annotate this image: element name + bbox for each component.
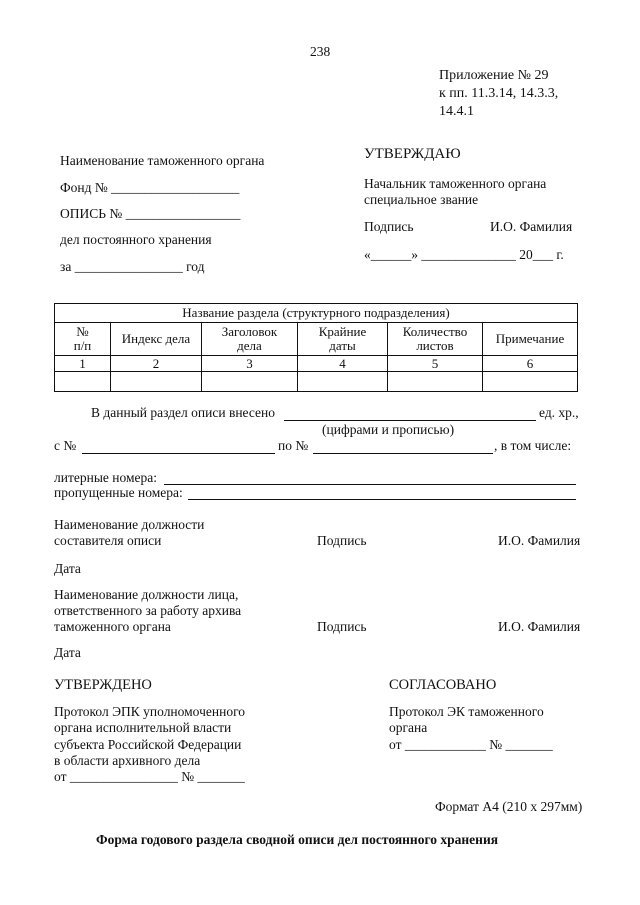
- column-header: Крайние даты: [298, 323, 388, 356]
- missed-numbers-field[interactable]: [188, 499, 576, 500]
- empty-cell[interactable]: [298, 372, 388, 392]
- compiler-signature-label: Подпись: [317, 533, 367, 548]
- section-table: [54, 303, 578, 392]
- column-number: 6: [483, 356, 578, 372]
- column-number: 5: [388, 356, 483, 372]
- column-header: № п/п: [55, 323, 111, 356]
- page-number: 238: [310, 44, 331, 59]
- approval-date-line: «______» ______________ 20___ г.: [364, 247, 564, 262]
- opis-number-line: ОПИСЬ № _________________: [60, 206, 241, 221]
- fond-number-line: Фонд № ___________________: [60, 180, 240, 195]
- form-title: Форма годового раздела сводной описи дел постоянного хранения: [96, 832, 499, 847]
- empty-cell[interactable]: [483, 372, 578, 392]
- agreed-date-line: от ____________ № _______: [389, 737, 553, 752]
- approved-line: субъекта Российской Федерации: [54, 737, 242, 752]
- from-number-label: с №: [54, 438, 77, 453]
- archivist-position: ответственного за работу архива: [54, 603, 242, 618]
- hint-label: (цифрами и прописью): [322, 422, 455, 437]
- entered-count-field[interactable]: [284, 420, 536, 421]
- approved-date-line: от ________________ № _______: [54, 769, 245, 784]
- empty-cell[interactable]: [111, 372, 202, 392]
- to-number-field[interactable]: [313, 453, 493, 454]
- archivist-position: таможенного органа: [54, 619, 171, 634]
- compiler-date-label: Дата: [54, 561, 81, 576]
- to-number-label: по №: [278, 438, 309, 453]
- archivist-fio-label: И.О. Фамилия: [498, 619, 581, 634]
- empty-cell[interactable]: [55, 372, 111, 392]
- approved-line: Протокол ЭПК уполномоченного: [54, 704, 246, 719]
- approval-fio-label: И.О. Фамилия: [490, 219, 573, 234]
- archivist-signature-label: Подпись: [317, 619, 367, 634]
- paper-format: Формат А4 (210 х 297мм): [435, 799, 583, 814]
- letter-numbers-label: литерные номера:: [54, 470, 158, 485]
- appendix-line: Приложение № 29: [439, 68, 549, 83]
- entered-count-label: В данный раздел описи внесено: [91, 405, 276, 420]
- column-header: Заголовок дела: [202, 323, 298, 356]
- column-header: Индекс дела: [111, 323, 202, 356]
- storage-label: дел постоянного хранения: [60, 232, 212, 247]
- letter-numbers-field[interactable]: [164, 484, 576, 485]
- agreed-line: Протокол ЭК таможенного: [389, 704, 544, 719]
- column-number: 2: [111, 356, 202, 372]
- approval-position: Начальник таможенного органа: [364, 176, 547, 191]
- org-name-label: Наименование таможенного органа: [60, 153, 265, 168]
- approved-line: в области архивного дела: [54, 753, 201, 768]
- including-label: , в том числе:: [494, 438, 572, 453]
- agreed-title: СОГЛАСОВАНО: [389, 677, 497, 693]
- column-header: Количество листов: [388, 323, 483, 356]
- approved-line: органа исполнительной власти: [54, 720, 232, 735]
- compiler-fio-label: И.О. Фамилия: [498, 533, 581, 548]
- approval-title: УТВЕРЖДАЮ: [364, 146, 461, 162]
- year-line: за ________________ год: [60, 259, 205, 274]
- column-number: 1: [55, 356, 111, 372]
- from-number-field[interactable]: [82, 453, 275, 454]
- column-number: 4: [298, 356, 388, 372]
- empty-cell[interactable]: [388, 372, 483, 392]
- missed-numbers-label: пропущенные номера:: [54, 485, 183, 500]
- unit-label: ед. хр.,: [539, 405, 579, 420]
- section-name-header: Название раздела (структурного подразделения): [55, 304, 578, 323]
- compiler-position: Наименование должности: [54, 517, 205, 532]
- appendix-line: к пп. 11.3.14, 14.3.3,: [439, 86, 559, 101]
- appendix-line: 14.4.1: [439, 104, 474, 119]
- empty-cell[interactable]: [202, 372, 298, 392]
- column-header: Примечание: [483, 323, 578, 356]
- approval-rank: специальное звание: [364, 192, 479, 207]
- approved-title: УТВЕРЖДЕНО: [54, 677, 152, 693]
- column-number: 3: [202, 356, 298, 372]
- agreed-line: органа: [389, 720, 428, 735]
- compiler-position: составителя описи: [54, 533, 162, 548]
- archivist-date-label: Дата: [54, 645, 81, 660]
- archivist-position: Наименование должности лица,: [54, 587, 239, 602]
- approval-signature-label: Подпись: [364, 219, 414, 234]
